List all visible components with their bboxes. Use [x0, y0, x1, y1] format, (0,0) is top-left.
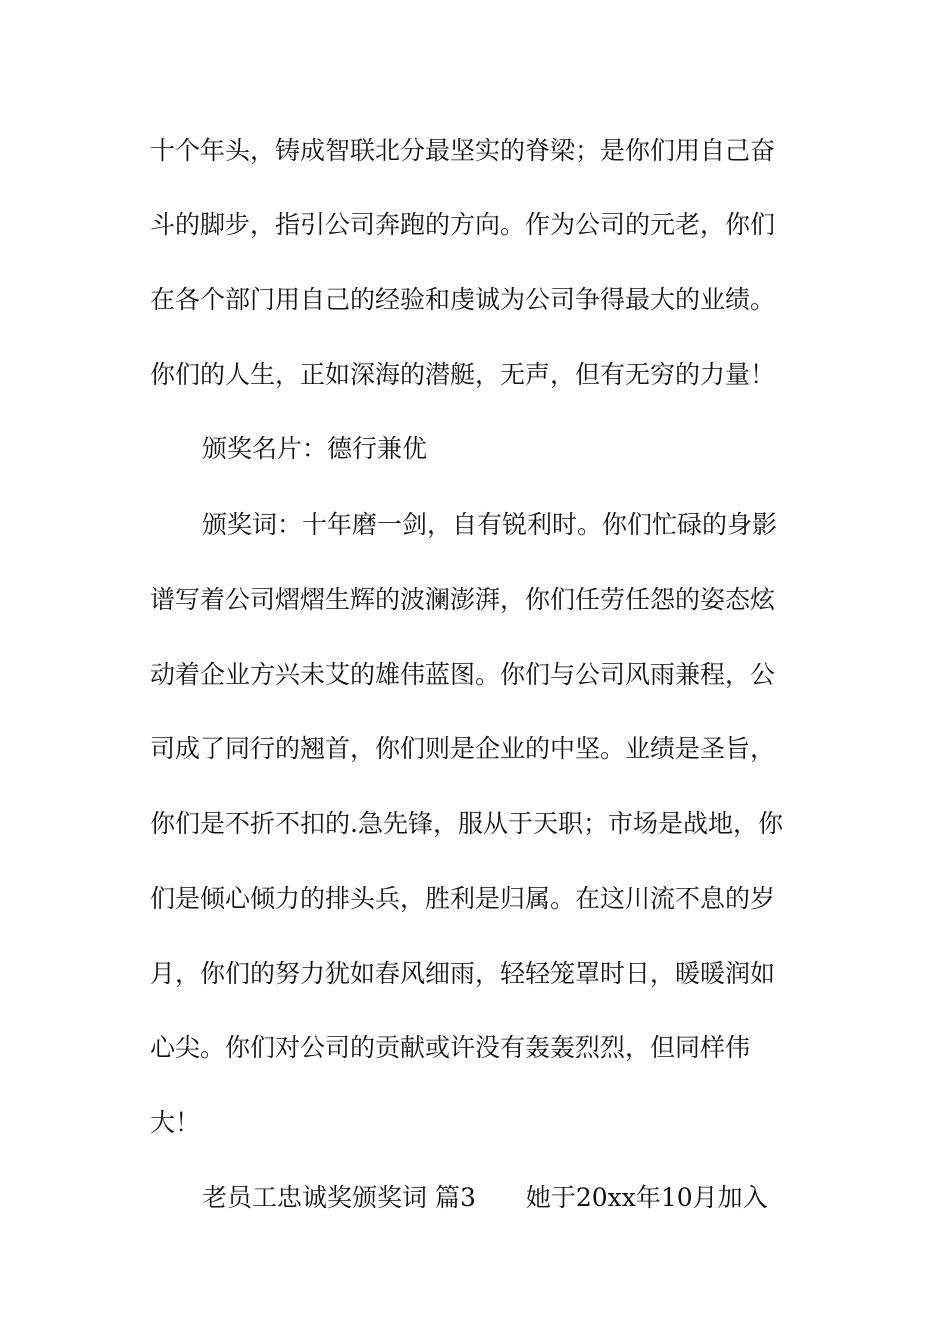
paragraph-line: 动着企业方兴未艾的雄伟蓝图。你们与公司风雨兼程，公 [150, 660, 776, 689]
paragraph-line: 十个年头，铸成智联北分最坚实的脊梁；是你们用自己奋 [150, 136, 776, 165]
paragraph-line: 大！ [150, 1108, 201, 1137]
paragraph-line: 颁奖词：十年磨一剑，自有锐利时。你们忙碌的身影 [202, 510, 778, 539]
paragraph-line: 们是倾心倾力的排头兵，胜利是归属。在这川流不息的岁 [150, 884, 776, 913]
paragraph-line: 司成了同行的翘首，你们则是企业的中坚。业绩是圣旨， [150, 734, 776, 763]
paragraph-line: 斗的脚步，指引公司奔跑的方向。作为公司的元老，你们 [150, 210, 776, 239]
paragraph-line: 你们是不折不扣的.急先锋，服从于天职；市场是战地，你 [150, 809, 783, 838]
award-card-heading: 颁奖名片：德行兼优 [202, 434, 428, 463]
paragraph-line: 在各个部门用自己的经验和虔诚为公司争得最大的业绩。 [150, 285, 776, 314]
paragraph-line: 月，你们的努力犹如春风细雨，轻轻笼罩时日，暖暖润如 [150, 959, 776, 988]
section-heading-line: 老员工忠诚奖颁奖词 篇3 她于20xx年10月加入 [202, 1183, 768, 1212]
paragraph-line: 谱写着公司熠熠生辉的波澜澎湃，你们任劳任怨的姿态炫 [150, 585, 776, 614]
paragraph-line: 心尖。你们对公司的贡献或许没有轰轰烈烈，但同样伟 [150, 1033, 751, 1062]
paragraph-line: 你们的人生，正如深海的潜艇，无声，但有无穷的力量！ [150, 360, 776, 389]
